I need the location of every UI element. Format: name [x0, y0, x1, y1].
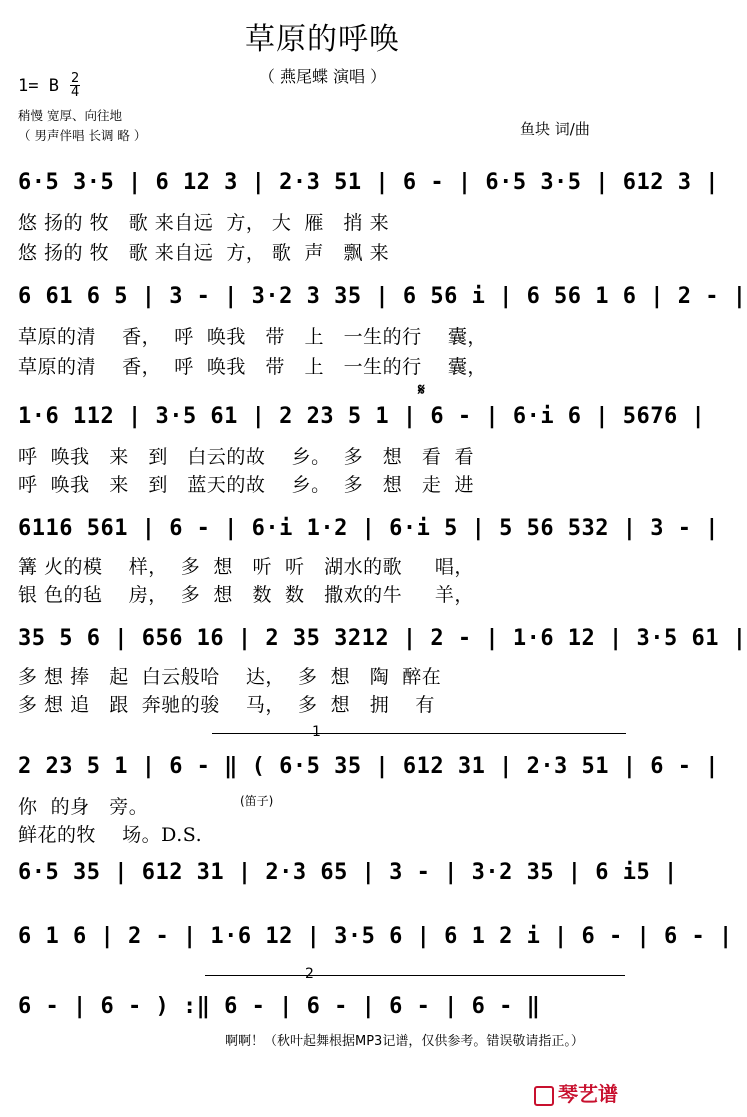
volta-bracket-1 [212, 733, 626, 734]
notation-line-8: 6 1 6 | 2 - | 1·6 12 | 3·5 6 | 6 1 2 i | 6 - | 6 - | [18, 924, 733, 949]
volta-number-2: 2 [305, 966, 314, 982]
notation-line-1: 6·5 3·5 | 6 12 3 | 2·3 51 | 6 - | 6·5 3·5 | 612 3 | [18, 170, 720, 195]
instrument-label: (笛子) [240, 794, 274, 808]
time-signature-bottom: 4 [71, 85, 80, 100]
lyrics-line-6b: 鲜花的牧 场。D.S. [18, 824, 203, 846]
notation-line-4: 6116 561 | 6 - | 6·i 1·2 | 6·i 5 | 5 56 532 | 3 - | [18, 516, 720, 541]
composer-credit: 鱼块 词/曲 [520, 120, 590, 138]
volta-bracket-2 [205, 975, 625, 976]
tempo-marking: 稍慢 宽厚、向往地 [18, 108, 122, 123]
lyrics-line-6a: 你 的身 旁。 [18, 796, 149, 818]
lyrics-line-2b: 草原的清 香， 呼 唤我 带 上 一生的行 囊， [18, 356, 487, 378]
lyrics-line-4b: 银 色的毡 房， 多 想 数 数 撒欢的牛 羊， [18, 584, 474, 606]
singer-credit: （ 燕尾蝶 演唱 ） [258, 67, 387, 86]
performance-note: （ 男声伴唱 长调 略 ） [18, 128, 147, 143]
time-signature [70, 72, 80, 99]
lyrics-line-5b: 多 想 追 跟 奔驰的骏 马， 多 想 拥 有 [18, 694, 435, 716]
lyrics-line-2a: 草原的清 香， 呼 唤我 带 上 一生的行 囊， [18, 326, 487, 348]
ending-note: 啊啊！（秋叶起舞根据MP3记谱，仅供参考。错误敬请指正。） [225, 1034, 584, 1049]
lyrics-line-4a: 篝 火的模 样， 多 想 听 听 湖水的歌 唱， [18, 556, 474, 578]
notation-line-7: 6·5 35 | 612 31 | 2·3 65 | 3 - | 3·2 35 | 6 i5 | [18, 860, 678, 885]
song-title: 草原的呼唤 [245, 22, 400, 57]
notation-line-6: 2 23 5 1 | 6 - ‖ ( 6·5 35 | 612 31 | 2·3 51 | 6 - | [18, 754, 720, 779]
lyrics-line-3b: 呼 唤我 来 到 蓝天的故 乡。 多 想 走 进 [18, 474, 474, 496]
time-signature-top: 2 [71, 71, 80, 86]
logo-text: 琴艺谱 [558, 1082, 618, 1106]
lyrics-line-1a: 悠 扬的 牧 歌 来自远 方， 大 雁 捎 来 [18, 212, 390, 234]
lyrics-line-1b: 悠 扬的 牧 歌 来自远 方， 歌 声 飘 来 [18, 242, 390, 264]
lyrics-line-5a: 多 想 捧 起 白云般哈 达， 多 想 陶 醉在 [18, 666, 442, 688]
site-logo [534, 1078, 618, 1107]
notation-line-2: 6 61 6 5 | 3 - | 3·2 3 35 | 6 56 i | 6 56 1 6 | 2 - | [18, 284, 747, 309]
notation-line-9: 6 - | 6 - ) :‖ 6 - | 6 - | 6 - | 6 - ‖ [18, 994, 541, 1019]
key-signature: 1= B [18, 76, 59, 96]
segno-icon: 𝄋 [418, 380, 425, 399]
lyrics-line-3a: 呼 唤我 来 到 白云的故 乡。 多 想 看 看 [18, 446, 474, 468]
notation-line-3: 1·6 112 | 3·5 61 | 2 23 5 1 | 6 - | 6·i 6 | 5676 | [18, 404, 706, 429]
volta-number-1: 1 [312, 724, 321, 740]
logo-icon [534, 1086, 554, 1106]
notation-line-5: 35 5 6 | 656 16 | 2 35 3212 | 2 - | 1·6 12 | 3·5 61 | [18, 626, 747, 651]
